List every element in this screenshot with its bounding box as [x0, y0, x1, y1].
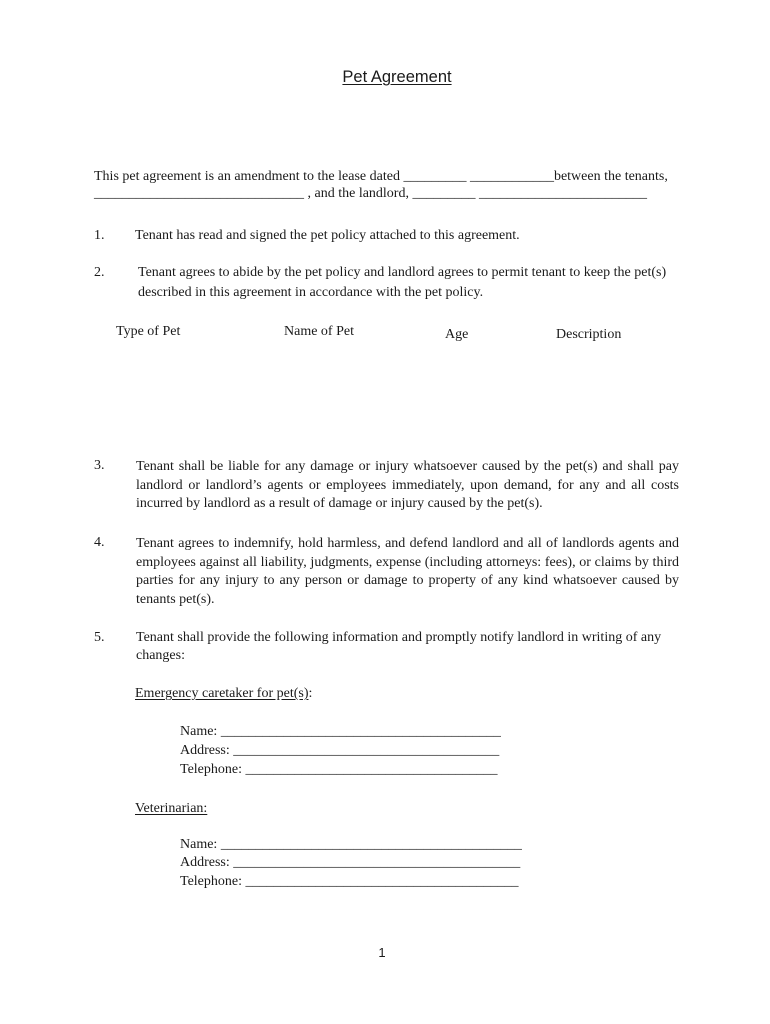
item-5-number: 5. — [94, 630, 105, 645]
pet-description-header: Description — [556, 327, 622, 342]
veterinarian-heading: Veterinarian: — [135, 801, 208, 816]
intro-line-1: This pet agreement is an amendment to the lease dated _________ ____________between the tenants, — [94, 169, 668, 184]
emergency-caretaker-heading-text: Emergency caretaker for pet(s) — [135, 686, 309, 701]
emergency-caretaker-colon: : — [308, 686, 313, 701]
pet-age-header: Age — [445, 327, 469, 342]
item-2-number: 2. — [94, 265, 105, 280]
item-5-line-2: changes: — [136, 648, 185, 663]
item-4-number: 4. — [94, 535, 105, 550]
veterinarian-name-field[interactable]: Name: ___________________________________________ — [180, 837, 522, 852]
intro-line-2: ______________________________ , and the landlord, _________ ________________________ — [94, 186, 647, 201]
item-1-text: Tenant has read and signed the pet policy attached to this agreement. — [135, 228, 520, 243]
item-3-number: 3. — [94, 458, 105, 473]
emergency-name-field[interactable]: Name: ________________________________________ — [180, 724, 501, 739]
item-3-text: Tenant shall be liable for any damage or injury whatsoever caused by the pet(s) and shall pay landlord or landlord’s agents or employees immediately, upon demand, for any and all costs incurred by landlord as a result of damage or injury caused by the pet(s). — [136, 459, 679, 511]
item-2-line-2: described in this agreement in accordance with the pet policy. — [138, 285, 484, 300]
item-5-line-1: Tenant shall provide the following information and promptly notify landlord in writing of any — [136, 630, 662, 645]
item-1-number: 1. — [94, 228, 105, 243]
emergency-telephone-field[interactable]: Telephone: ____________________________________ — [180, 762, 498, 777]
emergency-address-field[interactable]: Address: ______________________________________ — [180, 743, 500, 758]
emergency-caretaker-heading — [135, 686, 312, 702]
pet-type-header: Type of Pet — [116, 324, 181, 339]
item-4-text: Tenant agrees to indemnify, hold harmless, and defend landlord and all of landlords agents and employees against all liability, judgments, expense (including attorneys: fees), or claims by third parties for any injury to any person or damage to property of any kind whatsoever caused by tenants pet(s). — [136, 536, 679, 607]
item-2-line-1: Tenant agrees to abide by the pet policy and landlord agrees to permit tenant to keep the pet(s) — [138, 265, 667, 280]
pet-name-header: Name of Pet — [284, 324, 354, 339]
veterinarian-telephone-field[interactable]: Telephone: _______________________________________ — [180, 874, 519, 889]
page-number: 1 — [378, 945, 386, 960]
document-title: Pet Agreement — [342, 68, 452, 86]
veterinarian-address-field[interactable]: Address: _________________________________________ — [180, 855, 521, 870]
